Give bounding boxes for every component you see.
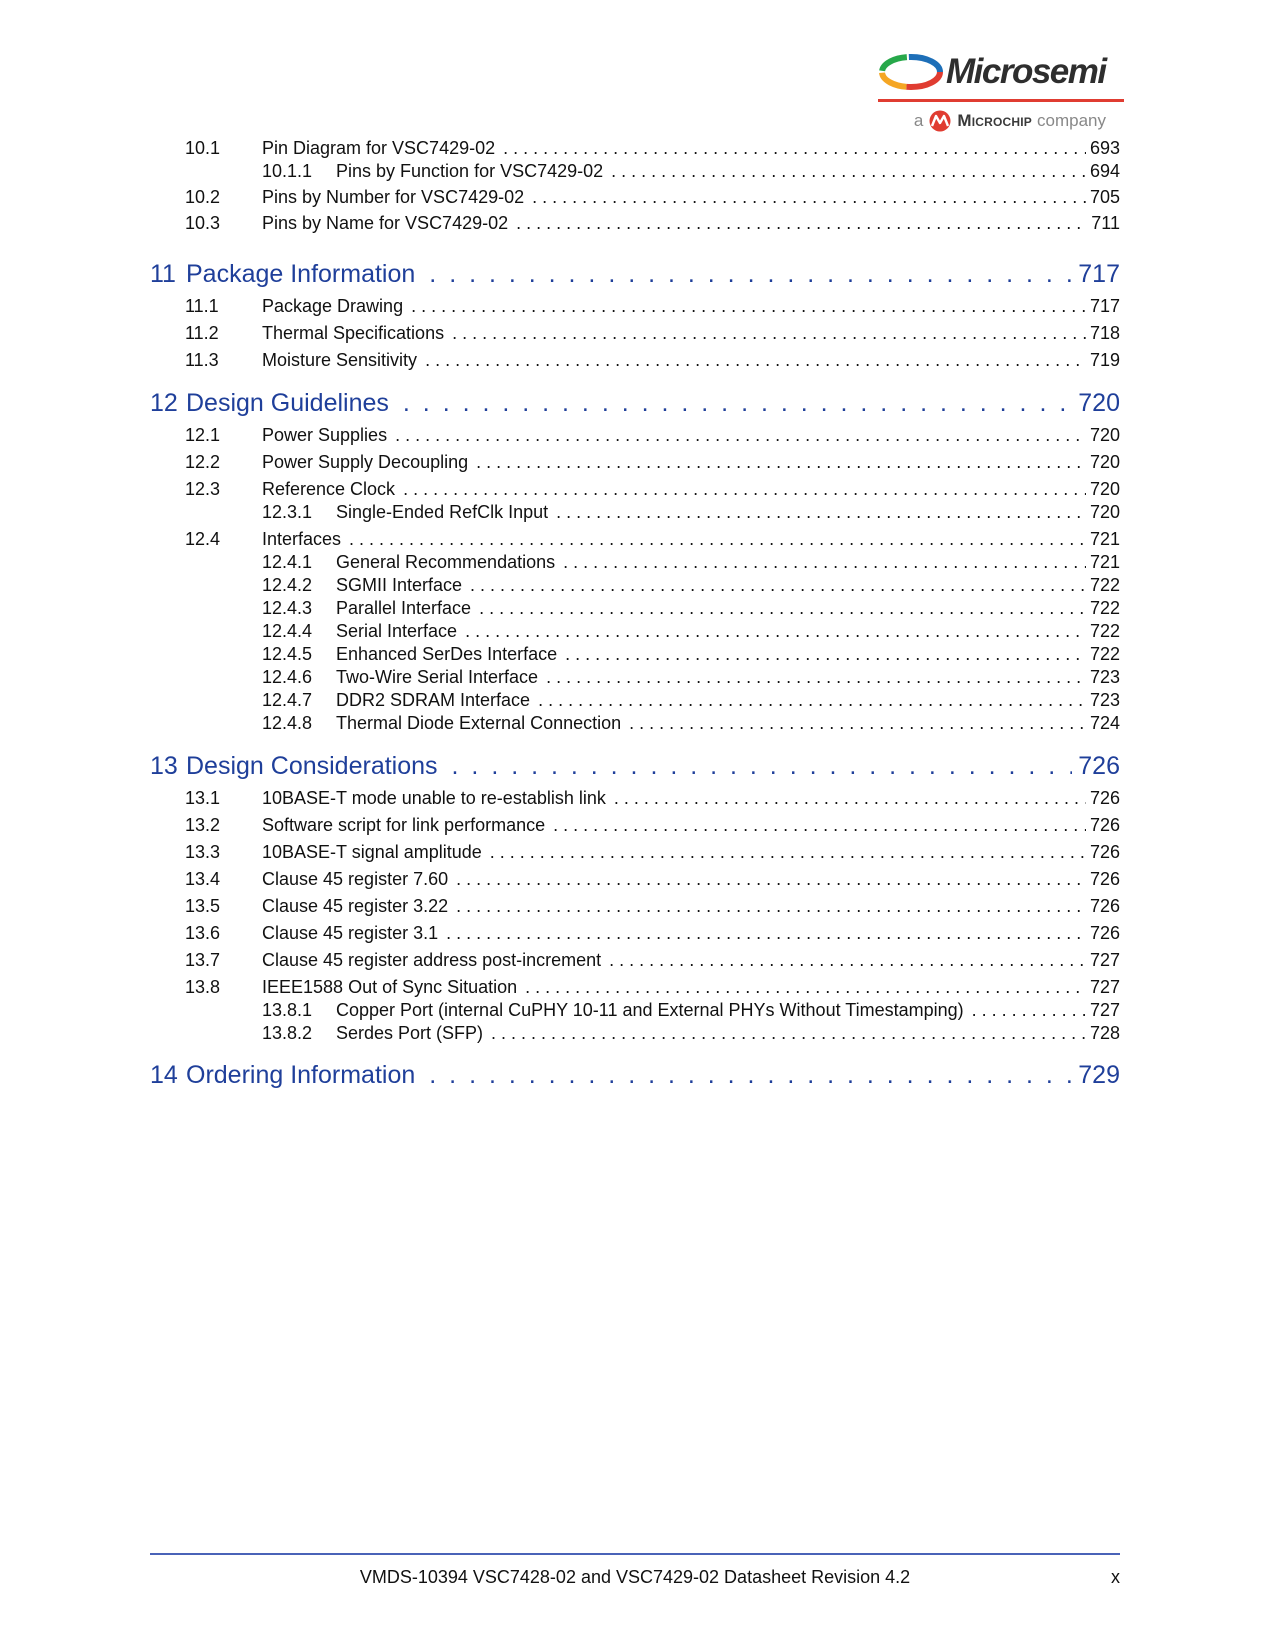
toc-entry-title: DDR2 SDRAM Interface	[336, 690, 531, 710]
toc-entry-number: 12.4.6	[262, 667, 313, 687]
toc-entry[interactable]	[336, 160, 1120, 182]
dot-leader	[456, 868, 1086, 890]
toc-entry-title: Clause 45 register address post-increment	[262, 950, 602, 970]
toc-entry-number: 12.4.4	[262, 621, 313, 641]
dot-leader	[538, 689, 1086, 711]
toc-entry-page: 720	[1089, 452, 1120, 472]
tagline-chip: Microchip	[957, 111, 1033, 130]
toc-entry-title: Clause 45 register 7.60	[262, 869, 449, 889]
toc-entry-number: 12.4.3	[262, 598, 313, 618]
toc-entry-title: Moisture Sensitivity	[262, 350, 418, 370]
toc-entry-title: Power Supplies	[262, 425, 388, 445]
toc-entry-page: 726	[1089, 842, 1120, 862]
dot-leader	[349, 528, 1086, 550]
toc-entry-title: Copper Port (internal CuPHY 10-11 and External PHYs Without Timestamping)	[336, 1000, 964, 1020]
tagline-prefix: a	[913, 111, 924, 130]
toc-entry-page: 719	[1089, 350, 1120, 370]
toc-entry-title: Parallel Interface	[336, 598, 472, 618]
dot-leader	[411, 295, 1086, 317]
dot-leader	[546, 666, 1086, 688]
toc-entry-page: 723	[1089, 667, 1120, 687]
toc-entry-title: Single-Ended RefClk Input	[336, 502, 549, 522]
toc-entry[interactable]	[262, 814, 1120, 836]
toc-entry-page: 726	[1089, 869, 1120, 889]
toc-entry-title: Serial Interface	[336, 621, 458, 641]
dot-leader	[565, 643, 1086, 665]
chapter-page: 717	[1078, 260, 1120, 288]
toc-entry[interactable]	[262, 295, 1120, 317]
toc-entry-number: 12.1	[185, 425, 221, 445]
toc-entry-title: Thermal Specifications	[262, 323, 445, 343]
dot-leader	[452, 751, 1073, 781]
toc-entry-title: Pins by Number for VSC7429-02	[262, 187, 525, 207]
dot-leader	[553, 814, 1086, 836]
dot-leader	[614, 787, 1086, 809]
toc-entry-page: 724	[1089, 713, 1120, 733]
toc-entry-number: 12.2	[185, 452, 221, 472]
toc-entry-page: 723	[1089, 690, 1120, 710]
toc-entry-number: 10.1.1	[262, 161, 313, 181]
toc-entry-number: 11.3	[185, 350, 219, 370]
toc-entry[interactable]	[336, 597, 1120, 619]
toc-entry-title: 10BASE-T mode unable to re-establish link	[262, 788, 606, 808]
toc-entry[interactable]	[262, 976, 1120, 998]
dot-leader	[503, 137, 1086, 159]
toc-entry-page: 694	[1089, 161, 1120, 181]
chapter-page: 726	[1078, 752, 1120, 780]
toc-entry-page: 693	[1089, 138, 1120, 158]
toc-entry-number: 12.4.2	[262, 575, 313, 595]
toc-entry[interactable]	[336, 574, 1120, 596]
toc-entry-page: 722	[1089, 598, 1120, 618]
toc-entry[interactable]	[262, 451, 1120, 473]
dot-leader	[491, 1022, 1086, 1044]
toc-entry[interactable]	[262, 787, 1120, 809]
toc-entry-number: 12.4.5	[262, 644, 313, 664]
toc-entry-title: Clause 45 register 3.22	[262, 896, 449, 916]
toc-entry-number: 12.4.7	[262, 690, 313, 710]
toc-entry-number: 13.2	[185, 815, 221, 835]
chapter-number: 11	[150, 260, 176, 288]
chapter-title: Package Information	[186, 260, 416, 288]
chapter-number: 14	[150, 1061, 178, 1089]
toc-entry[interactable]	[336, 620, 1120, 642]
toc-entry-title: Pins by Function for VSC7429-02	[336, 161, 604, 181]
dot-leader	[403, 478, 1086, 500]
toc-entry-page: 726	[1089, 896, 1120, 916]
dot-leader	[490, 841, 1086, 863]
toc-entry-title: Interfaces	[262, 529, 342, 549]
toc-entry-number: 13.8.1	[262, 1000, 313, 1020]
toc-entry-number: 13.1	[185, 788, 221, 808]
toc-entry[interactable]	[262, 895, 1120, 917]
toc-entry[interactable]	[262, 322, 1120, 344]
toc-entry-title: Package Drawing	[262, 296, 404, 316]
toc-entry-page: 721	[1089, 529, 1120, 549]
toc-entry-number: 13.4	[185, 869, 221, 889]
toc-chapter[interactable]	[150, 751, 1120, 781]
toc-entry-page: 722	[1089, 575, 1120, 595]
toc-entry[interactable]	[262, 186, 1120, 208]
chapter-number: 13	[150, 752, 178, 780]
dot-leader	[403, 388, 1072, 418]
toc-entry-page: 722	[1089, 644, 1120, 664]
toc-chapter[interactable]	[150, 259, 1120, 289]
toc-entry-number: 12.4.1	[262, 552, 313, 572]
toc-entry-title: Software script for link performance	[262, 815, 546, 835]
chapter-title: Design Guidelines	[186, 389, 389, 417]
toc-entry-page: 705	[1089, 187, 1120, 207]
toc-entry-number: 13.8	[185, 977, 221, 997]
dot-leader	[556, 501, 1086, 523]
toc-entry-title: General Recommendations	[336, 552, 556, 572]
dot-leader	[532, 186, 1086, 208]
toc-entry-page: 722	[1089, 621, 1120, 641]
toc-entry-number: 13.5	[185, 896, 221, 916]
toc-entry-number: 10.3	[185, 213, 221, 233]
chapter-title: Ordering Information	[186, 1061, 416, 1089]
toc-entry[interactable]	[262, 424, 1120, 446]
toc-entry-number: 13.8.2	[262, 1023, 313, 1043]
toc-entry-number: 11.1	[185, 296, 219, 316]
footer-divider	[150, 1553, 1120, 1555]
toc-entry-page: 727	[1089, 977, 1120, 997]
toc-entry-page: 727	[1089, 950, 1120, 970]
toc-entry-page: 728	[1089, 1023, 1120, 1043]
dot-leader	[456, 895, 1086, 917]
toc-entry-title: Thermal Diode External Connection	[336, 713, 622, 733]
toc-entry-page: 718	[1089, 323, 1120, 343]
toc-entry[interactable]	[336, 643, 1120, 665]
toc-entry-title: Clause 45 register 3.1	[262, 923, 439, 943]
toc-entry-number: 10.1	[185, 138, 221, 158]
footer-document-title: VMDS-10394 VSC7428-02 and VSC7429-02 Datasheet Revision 4.2	[359, 1567, 911, 1587]
toc-entry[interactable]	[262, 922, 1120, 944]
toc-entry-title: Two-Wire Serial Interface	[336, 667, 539, 687]
toc-entry-page: 727	[1089, 1000, 1120, 1020]
toc-chapter[interactable]	[150, 388, 1120, 418]
toc-entry[interactable]	[262, 841, 1120, 863]
dot-leader	[446, 922, 1086, 944]
toc-entry-number: 11.2	[185, 323, 219, 343]
toc-entry-title: IEEE1588 Out of Sync Situation	[262, 977, 518, 997]
toc-entry-title: Power Supply Decoupling	[262, 452, 469, 472]
dot-leader	[611, 160, 1086, 182]
dot-leader	[479, 597, 1086, 619]
toc-entry[interactable]	[262, 528, 1120, 550]
dot-leader	[476, 451, 1086, 473]
dot-leader	[425, 349, 1086, 371]
toc-entry-title: Pins by Name for VSC7429-02	[262, 213, 509, 233]
toc-chapter[interactable]	[150, 1060, 1120, 1090]
toc-entry[interactable]	[262, 349, 1120, 371]
toc-entry-page: 726	[1089, 788, 1120, 808]
chapter-page: 720	[1078, 389, 1120, 417]
dot-leader	[516, 212, 1087, 234]
toc-entry-number: 12.3.1	[262, 502, 313, 522]
dot-leader	[452, 322, 1086, 344]
dot-leader	[525, 976, 1086, 998]
dot-leader	[629, 712, 1086, 734]
toc-entry-page: 721	[1089, 552, 1120, 572]
toc-entry-page: 711	[1091, 213, 1120, 233]
toc-entry-number: 13.3	[185, 842, 221, 862]
dot-leader	[609, 949, 1086, 971]
dot-leader	[470, 574, 1086, 596]
dot-leader	[429, 1060, 1072, 1090]
toc-entry-number: 12.4.8	[262, 713, 313, 733]
chapter-title: Design Considerations	[186, 752, 438, 780]
dot-leader	[429, 259, 1072, 289]
toc-entry-title: Reference Clock	[262, 479, 396, 499]
toc-entry-page: 720	[1089, 502, 1120, 522]
toc-entry[interactable]	[336, 712, 1120, 734]
toc-entry[interactable]	[336, 666, 1120, 688]
toc-entry[interactable]	[336, 501, 1120, 523]
toc-entry[interactable]	[262, 212, 1120, 234]
toc-entry-number: 10.2	[185, 187, 221, 207]
toc-entry[interactable]	[336, 689, 1120, 711]
footer-page-number: x	[1111, 1567, 1120, 1587]
toc-entry[interactable]	[262, 868, 1120, 890]
dot-leader	[563, 551, 1086, 573]
toc-entry-title: Serdes Port (SFP)	[336, 1023, 484, 1043]
toc-entry-page: 720	[1089, 479, 1120, 499]
toc-entry-title: SGMII Interface	[336, 575, 463, 595]
toc-entry-page: 717	[1089, 296, 1120, 316]
toc-entry-page: 726	[1089, 923, 1120, 943]
toc-entry[interactable]	[336, 551, 1120, 573]
toc-entry-number: 12.3	[185, 479, 221, 499]
chapter-page: 729	[1078, 1061, 1120, 1089]
toc-entry-title: Pin Diagram for VSC7429-02	[262, 138, 496, 158]
dot-leader	[465, 620, 1086, 642]
toc-entry-title: Enhanced SerDes Interface	[336, 644, 558, 664]
toc-entry-title: 10BASE-T signal amplitude	[262, 842, 482, 862]
brand-name: Microsemi	[946, 52, 1106, 91]
toc-entry[interactable]	[262, 137, 1120, 159]
toc-entry[interactable]	[262, 478, 1120, 500]
toc-entry-page: 720	[1089, 425, 1120, 445]
toc-entry-number: 13.7	[185, 950, 221, 970]
toc-entry-number: 12.4	[185, 529, 221, 549]
toc-entry[interactable]	[336, 999, 1120, 1021]
toc-entry[interactable]	[336, 1022, 1120, 1044]
tagline-suffix: company	[1037, 111, 1106, 130]
dot-leader	[395, 424, 1086, 446]
toc-entry[interactable]	[262, 949, 1120, 971]
toc-entry-page: 726	[1089, 815, 1120, 835]
dot-leader	[972, 999, 1086, 1021]
chapter-number: 12	[150, 389, 178, 417]
toc-entry-number: 13.6	[185, 923, 221, 943]
